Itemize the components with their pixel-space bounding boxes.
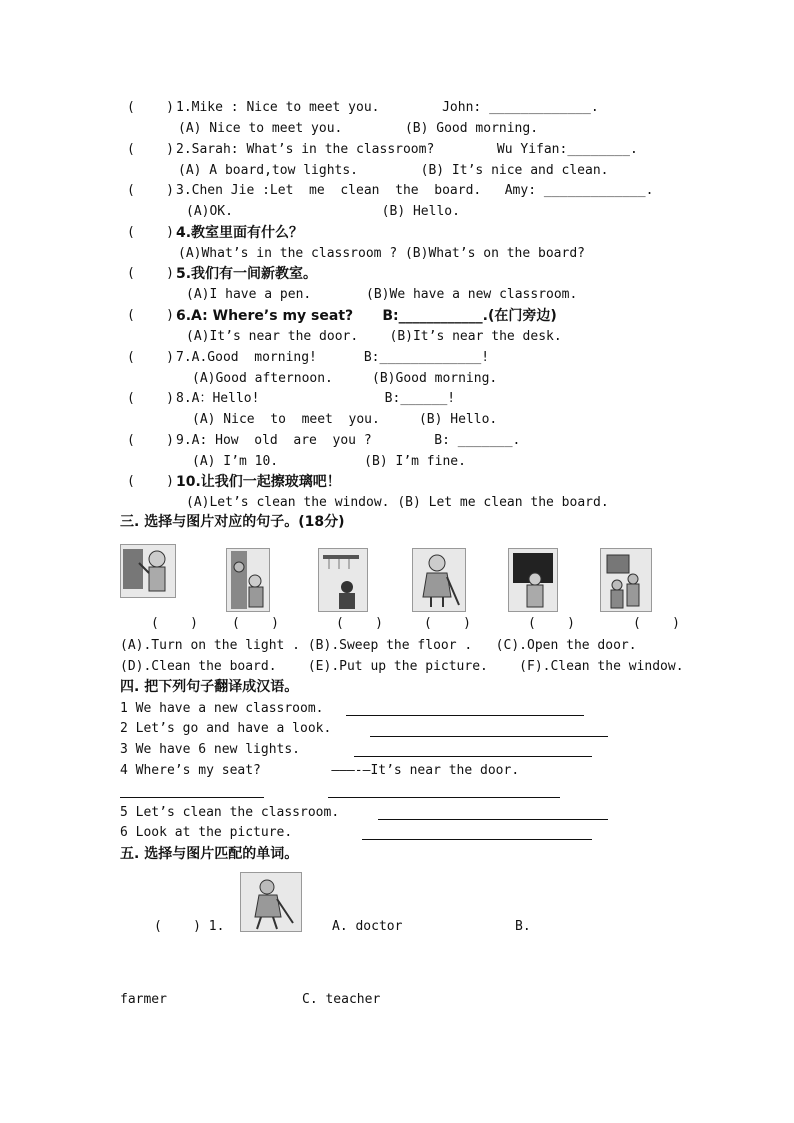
translate-sentence-6: 6 Look at the picture. (120, 825, 293, 840)
answer-line-6[interactable] (362, 839, 592, 840)
answer-bracket-4[interactable]: ( ) (127, 225, 174, 240)
translate-sentence-2: 2 Let’s go and have a look. (120, 721, 332, 736)
question-6-stem: 6.A: Where’s my seat? B:____________.(在门旁边) (176, 308, 557, 324)
picture-clean-window (120, 544, 176, 598)
question-3-stem: 3.Chen Jie :Let me clean the board. Amy: _____________. (176, 183, 654, 198)
answer-line-4b[interactable] (328, 797, 560, 798)
answer-bracket-5[interactable]: ( ) (127, 266, 174, 281)
translate-sentence-5: 5 Let’s clean the classroom. (120, 805, 340, 820)
picture-answer-bracket-1[interactable]: ( ) (151, 616, 198, 631)
picture-put-up-picture (600, 548, 652, 612)
question-1-bracket[interactable]: ( ) 1. (154, 919, 225, 934)
question-2-options: (A) A board,tow lights. (B) It’s nice and clean. (178, 163, 609, 178)
answer-line-2[interactable] (370, 736, 608, 737)
section-3-heading: 三. 选择与图片对应的句子。(18分) (120, 514, 345, 530)
answer-line-5[interactable] (378, 819, 608, 820)
picture-answer-bracket-6[interactable]: ( ) (633, 616, 680, 631)
picture-farmer (240, 872, 302, 932)
question-5-options: (A)I have a pen. (B)We have a new classroom. (186, 287, 578, 302)
question-8-stem: 8.A：Hello! B:______! (176, 391, 456, 406)
question-2-stem: 2.Sarah: What’s in the classroom? Wu Yifan:________. (176, 142, 638, 157)
answer-bracket-1[interactable]: ( ) (127, 100, 174, 115)
answer-line-3[interactable] (354, 756, 592, 757)
picture-sweep-floor (412, 548, 466, 612)
question-9-options: (A) I’m 10. (B) I’m fine. (192, 454, 466, 469)
question-4-stem: 4.教室里面有什么？ (176, 225, 304, 241)
translate-sentence-1: 1 We have a new classroom. (120, 701, 324, 716)
sentence-options-line-1: (A).Turn on the light . (B).Sweep the floor . (C).Open the door. (120, 638, 637, 653)
answer-bracket-10[interactable]: ( ) (127, 474, 174, 489)
sentence-options-line-2: (D).Clean the board. (E).Put up the picture. (F).Clean the window. (120, 659, 684, 674)
answer-bracket-7[interactable]: ( ) (127, 350, 174, 365)
question-1-stem: 1.Mike : Nice to meet you. John: _____________. (176, 100, 599, 115)
picture-answer-bracket-2[interactable]: ( ) (232, 616, 279, 631)
translate-sentence-3: 3 We have 6 new lights. (120, 742, 301, 757)
picture-answer-bracket-5[interactable]: ( ) (528, 616, 575, 631)
question-7-stem: 7.A.Good morning! B:_____________! (176, 350, 490, 365)
question-5-stem: 5.我们有一间新教室。 (176, 266, 318, 282)
option-a: A. doctor (332, 919, 403, 934)
answer-line-4a[interactable] (120, 797, 264, 798)
picture-answer-bracket-4[interactable]: ( ) (424, 616, 471, 631)
question-10-options: (A)Let’s clean the window. (B) Let me clean the board. (186, 495, 609, 510)
option-b-word: farmer (120, 992, 167, 1007)
section-4-heading: 四. 把下列句子翻译成汉语。 (120, 679, 299, 695)
answer-bracket-3[interactable]: ( ) (127, 183, 174, 198)
picture-turn-on-light (318, 548, 368, 612)
question-10-stem: 10.让我们一起擦玻璃吧！ (176, 474, 341, 490)
question-8-options: (A) Nice to meet you. (B) Hello. (192, 412, 498, 427)
answer-bracket-9[interactable]: ( ) (127, 433, 174, 448)
section-5-heading: 五. 选择与图片匹配的单词。 (120, 846, 299, 862)
question-3-options: (A)OK. (B) Hello. (186, 204, 460, 219)
translate-sentence-4: 4 Where’s my seat? ———-—It’s near the door. (120, 763, 520, 778)
question-4-options: (A)What’s in the classroom ? (B)What’s on the board? (178, 246, 585, 261)
question-9-stem: 9.A: How old are you ? B: _______. (176, 433, 521, 448)
question-6-options: (A)It’s near the door. (B)It’s near the desk. (186, 329, 562, 344)
picture-answer-bracket-3[interactable]: ( ) (336, 616, 383, 631)
picture-open-door (226, 548, 270, 612)
option-c: C. teacher (302, 992, 381, 1007)
answer-line-1[interactable] (346, 715, 584, 716)
question-7-options: (A)Good afternoon. (B)Good morning. (192, 371, 498, 386)
answer-bracket-8[interactable]: ( ) (127, 391, 174, 406)
picture-clean-board (508, 548, 558, 612)
answer-bracket-2[interactable]: ( ) (127, 142, 174, 157)
question-1-options: (A) Nice to meet you. (B) Good morning. (178, 121, 539, 136)
option-b: B. (515, 919, 531, 934)
answer-bracket-6[interactable]: ( ) (127, 308, 174, 323)
